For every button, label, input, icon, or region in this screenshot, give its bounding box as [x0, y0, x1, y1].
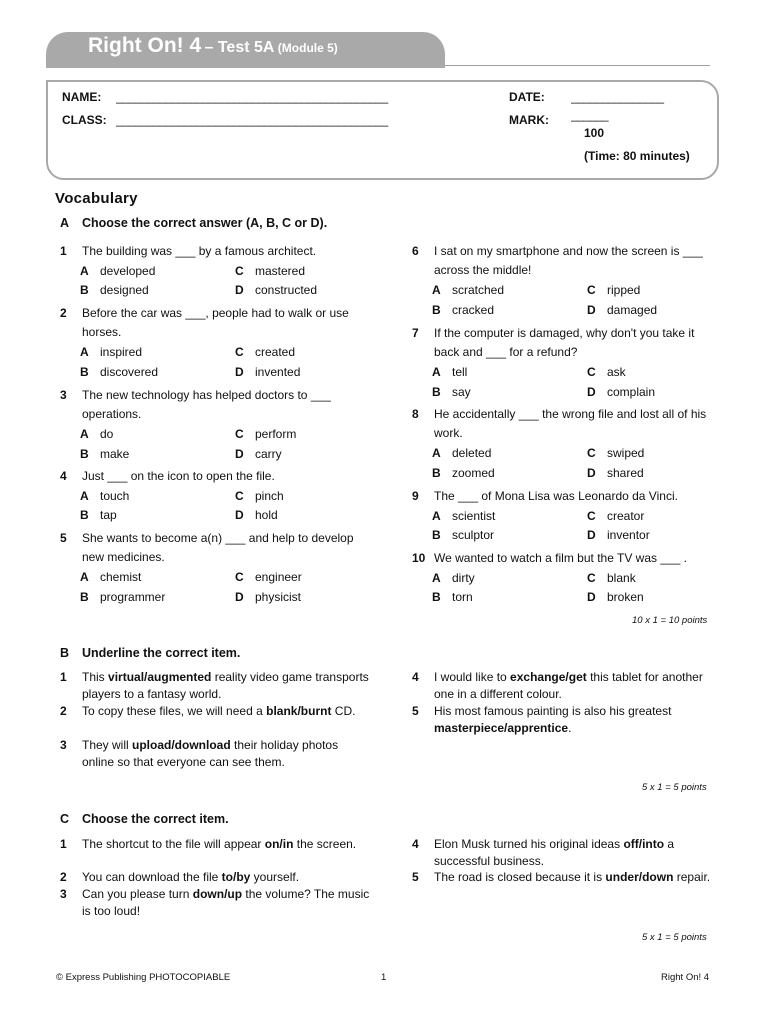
option-text: carry: [255, 446, 282, 461]
text-segment: a successful business.: [434, 837, 675, 868]
text-segment: Can you please turn: [82, 887, 193, 901]
question-text: [434, 669, 724, 703]
question-number: 1: [60, 670, 67, 684]
question-text: [82, 869, 372, 886]
mark-total: 100: [584, 126, 605, 140]
option-letter: B: [80, 364, 89, 379]
answer-choice[interactable]: on/in: [264, 837, 294, 851]
answer-option[interactable]: [432, 507, 495, 526]
option-text: programmer: [100, 589, 166, 604]
option-letter: C: [235, 345, 244, 359]
option-text: deleted: [452, 446, 492, 460]
task-c-heading: [60, 812, 229, 826]
option-letter: D: [235, 446, 244, 461]
text-segment: the volume? The music is too loud!: [82, 887, 370, 918]
option-text: physicist: [255, 589, 302, 604]
class-label: CLASS:: [62, 113, 107, 127]
option-text: cracked: [452, 302, 495, 317]
option-text: touch: [100, 488, 130, 503]
question-number: 2: [60, 704, 67, 718]
option-text: invented: [255, 364, 301, 379]
option-letter: D: [587, 465, 596, 480]
header-rule: [445, 65, 710, 66]
question-text: The ___ of Mona Lisa was Leonardo da Vinci.: [434, 489, 678, 503]
task-instruction: Underline the correct item.: [82, 646, 241, 660]
option-text: inspired: [100, 345, 143, 359]
text-segment: The shortcut to the file will appear: [82, 837, 265, 851]
answer-option[interactable]: [432, 588, 473, 607]
question-number: 1: [60, 244, 67, 258]
question-text: [434, 869, 724, 886]
option-text: tap: [100, 508, 117, 522]
text-segment: reality video game transports players to a fantasy world.: [82, 670, 369, 701]
answer-option[interactable]: [235, 568, 302, 587]
answer-option[interactable]: [587, 363, 626, 382]
name-label: NAME:: [62, 90, 102, 104]
question-text: We wanted to watch a film but the TV was ___ .: [434, 551, 688, 565]
question-number: 9: [412, 489, 419, 503]
question-number: 4: [412, 837, 419, 851]
task-instruction: Choose the correct answer (A, B, C or D).: [82, 216, 328, 230]
task-letter: B: [60, 646, 70, 660]
name-field[interactable]: ____________________________________________: [116, 90, 388, 104]
answer-option[interactable]: [587, 588, 644, 607]
answer-option[interactable]: [80, 445, 129, 464]
section-heading-vocabulary: Vocabulary: [55, 190, 138, 207]
title-test: – Test 5A: [204, 39, 275, 56]
class-field[interactable]: ____________________________________________: [116, 113, 388, 127]
option-letter: A: [80, 488, 89, 503]
footer-book-title: Right On! 4: [661, 972, 710, 983]
question-number: 5: [412, 704, 419, 718]
answer-choice[interactable]: blank/burnt: [266, 704, 332, 718]
option-letter: A: [432, 446, 441, 460]
option-letter: A: [432, 508, 441, 523]
text-segment: His most famous painting is also his greatest: [434, 704, 672, 718]
option-text: say: [452, 384, 471, 399]
option-letter: C: [587, 446, 596, 460]
answer-choice[interactable]: exchange/get: [510, 670, 587, 684]
answer-option[interactable]: [587, 569, 636, 588]
question-text: He accidentally ___ the wrong file and lost all of his work.: [434, 407, 707, 440]
answer-choice[interactable]: upload/download: [132, 738, 231, 752]
option-text: complain: [607, 384, 656, 399]
text-segment: The road is closed because it is: [434, 870, 606, 884]
task-b-points: 5 x 1 = 5 points: [642, 782, 707, 793]
question-text: [434, 703, 724, 737]
question-text: [82, 886, 372, 920]
title-main: Right On! 4: [88, 34, 202, 57]
text-segment: this tablet for another one in a different colour.: [434, 670, 703, 701]
option-letter: B: [432, 465, 441, 480]
answer-option[interactable]: [432, 301, 494, 320]
question-number: 2: [60, 870, 67, 884]
text-segment: This: [82, 670, 109, 684]
text-segment: CD.: [331, 704, 356, 718]
option-letter: B: [432, 590, 441, 604]
question-number: 4: [412, 670, 419, 684]
option-text: tell: [452, 365, 468, 379]
option-letter: B: [80, 589, 89, 604]
option-text: constructed: [255, 283, 318, 297]
footer-page-number: 1: [381, 972, 387, 983]
answer-option[interactable]: [432, 569, 475, 588]
time-note: (Time: 80 minutes): [584, 149, 690, 163]
question-text: She wants to become a(n) ___ and help to develop new medicines.: [82, 531, 354, 564]
option-text: do: [100, 427, 114, 441]
task-letter: C: [60, 812, 70, 826]
option-letter: A: [80, 427, 89, 441]
answer-option[interactable]: [587, 526, 650, 545]
option-letter: B: [432, 384, 441, 399]
option-text: scientist: [452, 508, 496, 523]
answer-option[interactable]: [587, 383, 655, 402]
option-text: designed: [100, 283, 149, 297]
option-letter: A: [432, 570, 441, 585]
option-text: discovered: [100, 364, 159, 379]
option-letter: D: [587, 528, 596, 542]
answer-option[interactable]: [587, 444, 644, 463]
question-text: [82, 703, 372, 720]
text-segment: They will: [82, 738, 133, 752]
test-title: [88, 34, 338, 58]
option-text: damaged: [607, 302, 658, 317]
option-text: developed: [100, 263, 156, 278]
question-text: [434, 836, 724, 870]
option-letter: B: [80, 508, 89, 522]
task-a-heading: [60, 216, 327, 230]
date-field[interactable]: _______________: [571, 90, 664, 104]
answer-option[interactable]: [80, 363, 158, 382]
text-segment: yourself.: [250, 870, 300, 884]
option-letter: B: [432, 302, 441, 317]
task-a-points: 10 x 1 = 10 points: [632, 615, 708, 626]
option-letter: D: [587, 302, 596, 317]
option-letter: B: [80, 446, 89, 461]
question-text: If the computer is damaged, why don't you take it back and ___ for a refund?: [434, 326, 695, 359]
question-number: 4: [60, 469, 67, 483]
option-text: make: [100, 446, 130, 461]
question-text: [82, 836, 372, 853]
answer-choice[interactable]: off/into: [623, 837, 665, 851]
task-instruction: Choose the correct item.: [82, 812, 229, 826]
question-number: 7: [412, 326, 419, 340]
option-letter: A: [80, 570, 89, 584]
option-letter: B: [432, 528, 441, 542]
option-letter: C: [587, 283, 596, 297]
answer-option[interactable]: [235, 445, 282, 464]
answer-choice[interactable]: under/down: [605, 870, 674, 884]
answer-option[interactable]: [432, 383, 471, 402]
question-number: 5: [60, 531, 67, 545]
text-segment: their holiday photos online so that everyone can see them.: [82, 738, 339, 769]
option-letter: D: [587, 384, 596, 399]
option-text: perform: [255, 427, 297, 441]
option-text: mastered: [255, 263, 306, 278]
question-number: 3: [60, 388, 67, 402]
mark-field[interactable]: ______: [571, 108, 609, 122]
question-text: I sat on my smartphone and now the screen is ___ across the middle!: [434, 244, 703, 277]
question-number: 5: [412, 870, 419, 884]
date-label: DATE:: [509, 90, 545, 104]
answer-option[interactable]: [80, 588, 165, 607]
answer-option[interactable]: [80, 506, 117, 525]
question-number: 8: [412, 407, 419, 421]
answer-option[interactable]: [80, 343, 142, 362]
answer-choice[interactable]: virtual/augmented: [108, 670, 212, 684]
footer-copyright: © Express Publishing PHOTOCOPIABLE: [56, 972, 231, 983]
question-number: 6: [412, 244, 419, 258]
answer-choice[interactable]: to/by: [221, 870, 251, 884]
answer-option[interactable]: [432, 281, 504, 300]
answer-choice[interactable]: masterpiece/apprentice: [434, 721, 569, 735]
answer-choice[interactable]: down/up: [192, 887, 243, 901]
option-letter: C: [587, 365, 596, 379]
option-letter: C: [587, 570, 596, 585]
option-letter: D: [587, 590, 596, 604]
option-text: hold: [255, 508, 278, 522]
question-text: [82, 737, 372, 771]
option-text: pinch: [255, 488, 284, 503]
option-letter: C: [235, 263, 244, 278]
question-number: 3: [60, 738, 67, 752]
option-letter: D: [235, 508, 244, 522]
answer-option[interactable]: [235, 281, 317, 300]
answer-option[interactable]: [432, 464, 495, 483]
question-text: The building was ___ by a famous architect.: [82, 244, 317, 258]
question-number: 3: [60, 887, 67, 901]
option-letter: D: [235, 364, 244, 379]
option-text: sculptor: [452, 528, 495, 542]
text-segment: the screen.: [293, 837, 357, 851]
answer-option[interactable]: [235, 487, 284, 506]
option-text: inventor: [607, 528, 650, 542]
option-text: blank: [607, 570, 636, 585]
option-text: creator: [607, 508, 645, 523]
option-text: shared: [607, 465, 644, 480]
answer-option[interactable]: [80, 425, 113, 444]
task-letter: A: [60, 216, 70, 230]
task-c-points: 5 x 1 = 5 points: [642, 932, 707, 943]
answer-option[interactable]: [432, 526, 494, 545]
text-segment: .: [568, 721, 572, 735]
answer-option[interactable]: [235, 506, 278, 525]
answer-option[interactable]: [587, 281, 640, 300]
option-letter: B: [80, 283, 89, 297]
text-segment: Elon Musk turned his original ideas: [434, 837, 624, 851]
text-segment: I would like to: [434, 670, 511, 684]
answer-option[interactable]: [432, 363, 467, 382]
answer-option[interactable]: [432, 444, 491, 463]
question-text: The new technology has helped doctors to ___ operations.: [82, 388, 331, 421]
option-text: torn: [452, 590, 473, 604]
option-text: engineer: [255, 570, 302, 584]
question-number: 1: [60, 837, 67, 851]
answer-option[interactable]: [235, 425, 296, 444]
option-letter: A: [432, 365, 441, 379]
question-text: [82, 669, 372, 703]
option-letter: A: [80, 345, 89, 359]
answer-option[interactable]: [80, 262, 155, 281]
option-letter: C: [235, 570, 244, 584]
answer-option[interactable]: [80, 487, 129, 506]
text-segment: repair.: [673, 870, 711, 884]
task-b-heading: [60, 646, 240, 660]
option-text: ask: [607, 365, 626, 379]
option-text: swiped: [607, 446, 645, 460]
answer-option[interactable]: [587, 464, 644, 483]
option-text: zoomed: [452, 465, 495, 480]
option-letter: D: [235, 283, 244, 297]
option-letter: C: [235, 488, 244, 503]
option-text: created: [255, 345, 296, 359]
question-text: Before the car was ___, people had to walk or use horses.: [82, 306, 349, 339]
question-number: 2: [60, 306, 67, 320]
option-letter: A: [80, 263, 89, 278]
answer-option[interactable]: [235, 363, 300, 382]
option-letter: C: [587, 508, 596, 523]
answer-option[interactable]: [80, 568, 141, 587]
answer-option[interactable]: [235, 262, 305, 281]
option-letter: A: [432, 283, 441, 297]
question-text: Just ___ on the icon to open the file.: [82, 469, 275, 483]
option-text: scratched: [452, 283, 505, 297]
title-module: (Module 5): [277, 41, 338, 55]
question-number: 10: [412, 551, 426, 565]
text-segment: You can download the file: [82, 870, 222, 884]
option-text: broken: [607, 590, 644, 604]
answer-option[interactable]: [587, 301, 657, 320]
answer-option[interactable]: [235, 343, 295, 362]
option-letter: C: [235, 427, 244, 441]
answer-option[interactable]: [235, 588, 301, 607]
answer-option[interactable]: [80, 281, 149, 300]
mark-label: MARK:: [509, 113, 549, 127]
option-text: dirty: [452, 570, 475, 585]
option-letter: D: [235, 589, 244, 604]
option-text: ripped: [607, 283, 641, 297]
answer-option[interactable]: [587, 507, 644, 526]
option-text: chemist: [100, 570, 142, 584]
text-segment: To copy these files, we will need a: [82, 704, 267, 718]
